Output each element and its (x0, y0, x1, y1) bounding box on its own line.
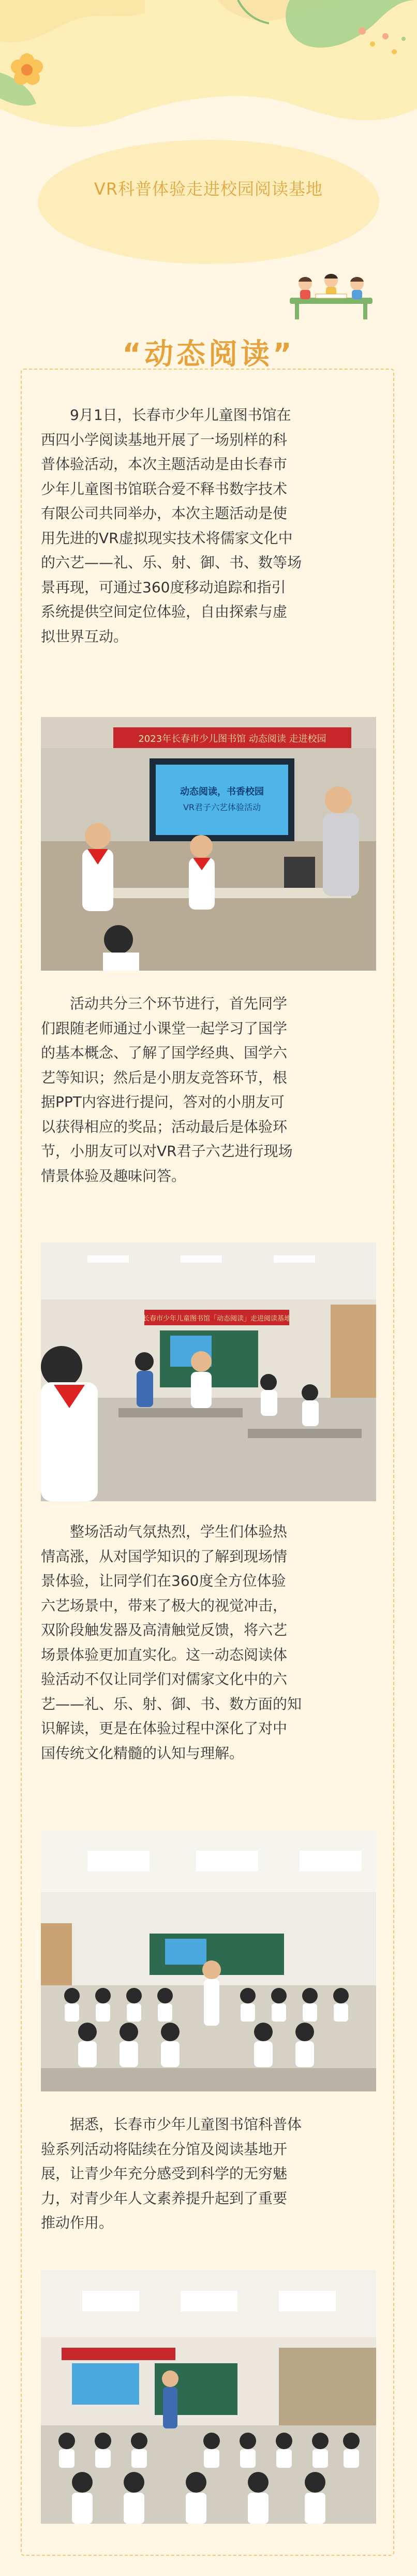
paragraph-line: 们跟随老师通过小课堂一起学习了国学 (41, 1019, 288, 1037)
paragraph-line: 少年儿童图书馆联合爱不释书数字技术 (41, 480, 288, 497)
photo-students-group (41, 2270, 376, 2524)
paragraph-line: 艺——礼、乐、射、御、书、数方面的知 (41, 1695, 302, 1713)
paragraph-line: 验活动不仅让同学们对儒家文化中的六 (41, 1671, 288, 1688)
paragraph-line: 的基本概念、了解了国学经典、国学六 (41, 1044, 288, 1061)
header-title: VR科普体验走进校园阅读基地 (94, 179, 323, 199)
paragraph-line: 据悉，长春市少年儿童图书馆科普体 (41, 2116, 302, 2133)
paragraph-intro (41, 403, 376, 649)
paragraph-line: 识解读，更是在体验过程中深化了对中 (41, 1720, 288, 1737)
paragraph-line: 节，小朋友可以对VR君子六艺进行现场 (41, 1143, 293, 1160)
paragraph-line: 情景体验及趣味问答。 (41, 1167, 186, 1184)
paragraph-line: 双阶段触发器及高清触觉反馈，将六艺 (41, 1621, 288, 1638)
section-title: “动态阅读” (122, 338, 295, 371)
photo-banner-text: 2023年长春市少儿图书馆 动态阅读 走进校园 (138, 734, 326, 744)
photo-classroom-vr-presentation (41, 717, 376, 971)
paragraph-line: 据PPT内容进行提问，答对的小朋友可 (41, 1093, 285, 1110)
photo-banner-text: 长春市少年儿童图书馆「动态阅读」走进阅读基地 (142, 1315, 291, 1323)
paragraph-line: 情高涨，从对国学知识的了解到现场情 (41, 1547, 288, 1565)
paragraph-line: 拟世界互动。 (41, 627, 128, 645)
paragraph-line: 有限公司共同举办，本次主题活动是使 (41, 505, 288, 522)
paragraph-line: 系统提供空间定位体验，自由探索与虚 (41, 603, 288, 620)
photo-classroom-quiz (41, 1242, 376, 1501)
paragraph-line: 景体验，让同学们在360度全方位体验 (41, 1572, 286, 1589)
paragraph-line: 用先进的VR虚拟现实技术将儒家文化中 (41, 529, 293, 547)
paragraph-line: 9月1日，长春市少年儿童图书馆在 (41, 406, 291, 423)
paragraph-line: 活动共分三个环节进行，首先同学 (41, 995, 288, 1012)
paragraph-line: 力，对青少年人文素养提升起到了重要 (41, 2189, 288, 2207)
paragraph-line: 验系列活动将陆续在分馆及阅读基地开 (41, 2140, 288, 2158)
paragraph-line: 推动作用。 (41, 2214, 114, 2231)
screen-text-secondary: VR君子六艺体验活动 (183, 802, 261, 812)
paragraph-line: 国传统文化精髓的认知与理解。 (41, 1744, 244, 1762)
paragraph-line: 整场活动气氛热烈，学生们体验热 (41, 1523, 288, 1540)
paragraph-line: 艺等知识；然后是小朋友竞答环节，根 (41, 1069, 288, 1086)
paragraph-line: 展，让青少年充分感受到科学的无穷魅 (41, 2165, 288, 2182)
paragraph-line: 景再现，可通过360度移动追踪和指引 (41, 578, 286, 596)
paragraph-line: 的六艺——礼、乐、射、御、书、数等场 (41, 554, 302, 571)
photo-students-vr-experience (41, 1830, 376, 2091)
paragraph-line: 以获得相应的奖品；活动最后是体验环 (41, 1118, 288, 1135)
paragraph-atmosphere (41, 1519, 376, 1765)
paragraph-line: 普体验活动，本次主题活动是由长春市 (41, 456, 288, 473)
screen-text-primary: 动态阅读，书香校园 (180, 786, 264, 797)
paragraph-activity-sections (41, 991, 376, 1188)
paragraph-outlook (41, 2112, 376, 2235)
paragraph-line: 六艺场景中，带来了极大的视觉冲击， (41, 1597, 288, 1614)
paragraph-line: 西四小学阅读基地开展了一场别样的科 (41, 431, 288, 448)
paragraph-line: 场景体验更加直实化。这一动态阅读体 (41, 1646, 288, 1663)
